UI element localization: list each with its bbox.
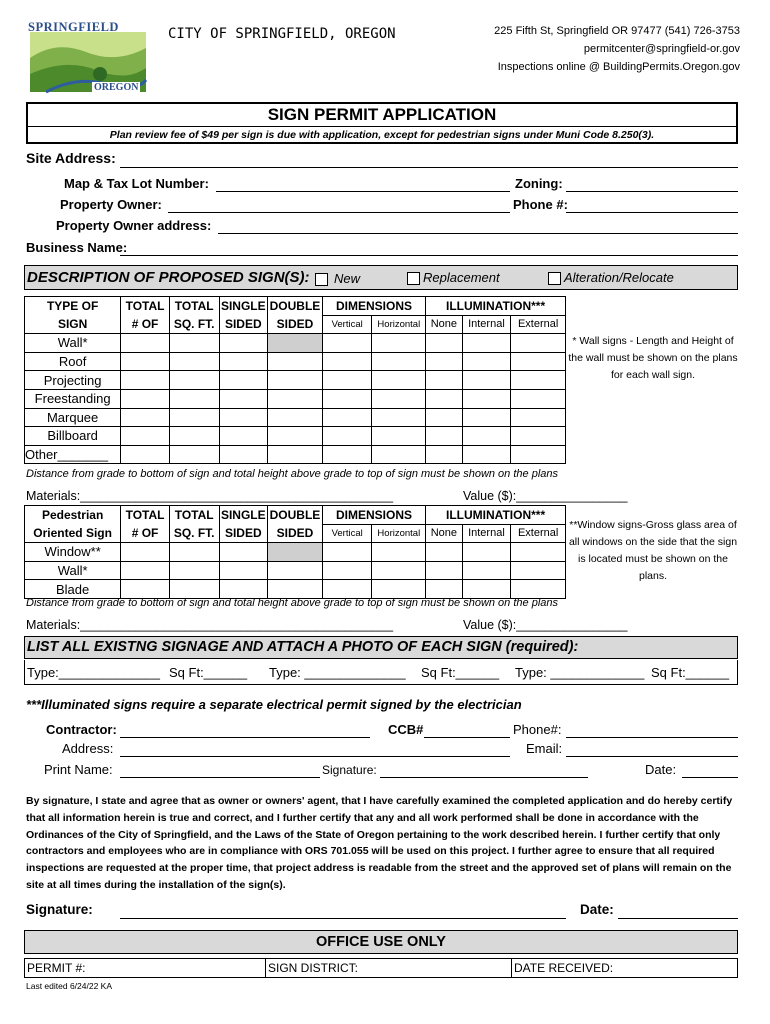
table-cell[interactable]: [322, 445, 372, 464]
alteration-label: Alteration/Relocate: [564, 270, 674, 285]
office-row: [24, 958, 738, 978]
table-cell[interactable]: [462, 334, 511, 353]
new-option[interactable]: [315, 271, 360, 286]
table-cell[interactable]: [268, 371, 323, 390]
th-pedestrian: Pedestrian: [25, 506, 121, 525]
sign-type-cell: Blade: [25, 580, 121, 599]
table-cell[interactable]: [121, 352, 170, 371]
th2-single-sided: SIDED: [219, 524, 268, 543]
table-cell[interactable]: [322, 334, 372, 353]
replacement-label: Replacement: [423, 270, 500, 285]
distance-note-1: Distance from grade to bottom of sign and total height above grade to top of sign must be shown on the plans: [26, 468, 558, 480]
th-total-sqft: TOTAL: [169, 297, 219, 316]
signature-field[interactable]: [120, 918, 566, 919]
new-checkbox[interactable]: [315, 273, 328, 286]
date-received-field[interactable]: [512, 958, 738, 978]
permit-number-label: PERMIT #:: [27, 961, 86, 975]
table-cell[interactable]: [121, 543, 170, 562]
table-row: [25, 352, 566, 371]
table-cell[interactable]: [268, 352, 323, 371]
table-cell[interactable]: [169, 352, 219, 371]
table-cell[interactable]: [219, 389, 268, 408]
table-cell[interactable]: [511, 543, 566, 562]
materials-2: Materials:_____________________________________________: [26, 618, 394, 632]
existing-type-2[interactable]: Type: ______________: [269, 665, 406, 680]
table-row: [25, 371, 566, 390]
zoning-field[interactable]: [566, 191, 738, 192]
table-cell[interactable]: [219, 371, 268, 390]
table-cell[interactable]: [219, 445, 268, 464]
date-received-label: DATE RECEIVED:: [514, 961, 614, 975]
table-cell[interactable]: [372, 427, 426, 446]
th2-total-num: TOTAL: [121, 506, 170, 525]
table-cell[interactable]: [121, 389, 170, 408]
table-cell[interactable]: [372, 334, 426, 353]
table-cell[interactable]: [426, 561, 462, 580]
th-single: SINGLE: [219, 297, 268, 316]
table-cell[interactable]: [322, 371, 372, 390]
contractor-label: Contractor:: [46, 722, 117, 737]
table-cell[interactable]: [169, 408, 219, 427]
table-cell[interactable]: [511, 352, 566, 371]
sign-type-cell: Freestanding: [25, 389, 121, 408]
contractor-email-label: Email:: [526, 741, 563, 756]
table-cell[interactable]: [268, 580, 323, 599]
contractor-phone-field[interactable]: [566, 737, 738, 738]
table-cell[interactable]: [426, 408, 462, 427]
sign-type-cell: Projecting: [25, 371, 121, 390]
table-cell[interactable]: [169, 561, 219, 580]
existing-bar: [24, 636, 738, 659]
site-address-field[interactable]: [120, 167, 738, 168]
certification-statement: By signature, I state and agree that as owner or owners' agent, that I have carefully examined the completed application and do hereby certify that all information herein is true and correct, and I further certify that any and all work performed shall be done in accordance with the Ordinances of the City of Springfield, and the Laws of the State of Oregon pertaining to the work described herein. I further certify that only contractors and employees who are in compliance with ORS 701.055 will be used on this project. I further agree to ensure that all required inspections are requested at the proper time, that project address is readable from the street and the approved set of plans will remain on the site at all times during the installation of the sign(s).: [26, 795, 733, 891]
office-heading: OFFICE USE ONLY: [24, 930, 738, 954]
th-type-of: TYPE OF: [25, 297, 121, 316]
city-name: CITY OF SPRINGFIELD, OREGON: [168, 26, 396, 42]
table-cell[interactable]: [219, 580, 268, 599]
map-tax-label: Map & Tax Lot Number:: [64, 176, 209, 191]
table-cell[interactable]: [322, 389, 372, 408]
table-cell[interactable]: [372, 389, 426, 408]
table-cell[interactable]: [219, 352, 268, 371]
materials-1: Materials:_____________________________________________: [26, 489, 394, 503]
th2-single: SINGLE: [219, 506, 268, 525]
signature-label: Signature:: [26, 902, 93, 917]
replacement-option[interactable]: [407, 270, 500, 285]
business-field[interactable]: [120, 255, 738, 256]
table-cell[interactable]: [121, 561, 170, 580]
table-cell[interactable]: [268, 445, 323, 464]
table-cell[interactable]: [121, 334, 170, 353]
contractor-signature-label: Signature:: [322, 763, 377, 777]
table-cell[interactable]: [426, 427, 462, 446]
business-label: Business Name:: [26, 240, 128, 255]
table-row: [25, 445, 566, 464]
ccb-field[interactable]: [424, 737, 510, 738]
sign-table: [24, 296, 566, 464]
city-email[interactable]: permitcenter@springfield-or.gov: [583, 43, 740, 55]
th-dimensions: DIMENSIONS: [322, 297, 425, 316]
table-cell[interactable]: [169, 445, 219, 464]
table-row: [25, 580, 566, 599]
table-row: [25, 334, 566, 353]
table-cell[interactable]: [322, 561, 372, 580]
table-cell[interactable]: [268, 427, 323, 446]
th2-sq-ft: SQ. FT.: [169, 524, 219, 543]
logo-top-text: SPRINGFIELD: [28, 20, 119, 34]
table-cell[interactable]: [462, 445, 511, 464]
table-row: [25, 427, 566, 446]
existing-heading: LIST ALL EXISTNG SIGNAGE AND ATTACH A PHOTO OF EACH SIGN (required):: [27, 639, 579, 655]
existing-row: [24, 660, 738, 685]
table-cell[interactable]: [121, 445, 170, 464]
th-single-sided: SIDED: [219, 315, 268, 334]
table-cell[interactable]: [322, 427, 372, 446]
th2-illumination: ILLUMINATION***: [426, 506, 566, 525]
table-cell[interactable]: [169, 580, 219, 599]
table-cell[interactable]: [462, 371, 511, 390]
contractor-date-label: Date:: [645, 762, 677, 777]
table-cell[interactable]: [511, 371, 566, 390]
th2-total-sqft: TOTAL: [169, 506, 219, 525]
table-cell[interactable]: [462, 561, 511, 580]
replacement-checkbox[interactable]: [407, 272, 420, 285]
table-cell[interactable]: [462, 580, 511, 599]
ccb-label: CCB#: [388, 722, 424, 737]
table-cell[interactable]: [511, 408, 566, 427]
page-title: SIGN PERMIT APPLICATION: [28, 104, 736, 127]
existing-sqft-1[interactable]: Sq Ft:______: [169, 665, 248, 680]
print-name-field[interactable]: [120, 777, 320, 778]
wall-note: * Wall signs - Length and Height of the wall must be shown on the plans for each wall sign.: [568, 335, 738, 381]
contractor-date-field[interactable]: [682, 777, 738, 778]
table-cell[interactable]: [372, 352, 426, 371]
table-cell[interactable]: [426, 334, 462, 353]
th2-vertical: Vertical: [322, 524, 372, 543]
th-internal: Internal: [462, 315, 511, 334]
table-cell[interactable]: [372, 408, 426, 427]
th2-dimensions: DIMENSIONS: [322, 506, 425, 525]
existing-sqft-2[interactable]: Sq Ft:______: [421, 665, 500, 680]
th-vertical: Vertical: [322, 315, 372, 334]
table-cell[interactable]: [322, 352, 372, 371]
table-cell[interactable]: [426, 389, 462, 408]
contractor-address-field[interactable]: [120, 756, 510, 757]
alteration-option[interactable]: [548, 270, 674, 285]
owner-label: Property Owner:: [60, 197, 162, 212]
table-cell[interactable]: [169, 427, 219, 446]
table-cell[interactable]: [121, 371, 170, 390]
th-sq-ft: SQ. FT.: [169, 315, 219, 334]
table-cell[interactable]: [268, 408, 323, 427]
table-cell[interactable]: [426, 543, 462, 562]
value-1: Value ($):________________: [463, 489, 628, 503]
contractor-field[interactable]: [120, 737, 370, 738]
table-cell[interactable]: [121, 408, 170, 427]
site-address-label: Site Address:: [26, 150, 116, 166]
phone-label: Phone #:: [513, 197, 568, 212]
table-cell[interactable]: [372, 561, 426, 580]
fee-note: Plan review fee of $49 per sign is due with application, except for pedestrian signs under Muni Code 8.250(3).: [109, 129, 655, 141]
th-none: None: [426, 315, 462, 334]
table-row: [25, 561, 566, 580]
table-cell[interactable]: [426, 445, 462, 464]
pedestrian-rows: [25, 543, 566, 599]
table-cell[interactable]: [268, 561, 323, 580]
th-sign: SIGN: [25, 315, 121, 334]
permit-number-field[interactable]: [24, 958, 266, 978]
alteration-checkbox[interactable]: [548, 272, 561, 285]
sign-rows: [25, 334, 566, 464]
contractor-signature-field[interactable]: [380, 777, 588, 778]
table-cell[interactable]: [169, 371, 219, 390]
th-illumination: ILLUMINATION***: [426, 297, 566, 316]
sign-type-cell: Wall*: [25, 334, 121, 353]
zoning-label: Zoning:: [515, 176, 563, 191]
sign-type-cell: Window**: [25, 543, 121, 562]
th-total-num: TOTAL: [121, 297, 170, 316]
table-cell[interactable]: [169, 334, 219, 353]
table-cell[interactable]: [511, 334, 566, 353]
table-cell[interactable]: [268, 334, 323, 353]
owner-address-label: Property Owner address:: [56, 218, 212, 233]
th-horizontal: Horizontal: [372, 315, 426, 334]
th-num-of: # OF: [121, 315, 170, 334]
table-cell[interactable]: [462, 408, 511, 427]
existing-type-1[interactable]: Type:______________: [27, 665, 161, 680]
window-note: **Window signs-Gross glass area of all windows on the side that the sign is located must be shown on the plans.: [568, 519, 738, 582]
city-address: 225 Fifth St, Springfield OR 97477 (541) 726-3753: [494, 25, 740, 37]
th-oriented: Oriented Sign: [25, 524, 121, 543]
table-cell[interactable]: [219, 408, 268, 427]
owner-field[interactable]: [168, 212, 510, 213]
th-external: External: [511, 315, 566, 334]
inspections-link[interactable]: Inspections online @ BuildingPermits.Oregon.gov: [497, 61, 740, 73]
existing-sqft-3[interactable]: Sq Ft:______: [651, 665, 730, 680]
table-cell[interactable]: [219, 334, 268, 353]
th2-num-of: # OF: [121, 524, 170, 543]
table-cell[interactable]: [219, 543, 268, 562]
date-label: Date:: [580, 902, 614, 917]
map-tax-field[interactable]: [216, 191, 510, 192]
table-cell[interactable]: [372, 543, 426, 562]
table-cell[interactable]: [121, 427, 170, 446]
table-cell[interactable]: [511, 445, 566, 464]
table-cell[interactable]: [169, 389, 219, 408]
electrical-note: ***Illuminated signs require a separate electrical permit signed by the electrician: [26, 697, 522, 712]
table-row: [25, 389, 566, 408]
title-box: [26, 102, 738, 144]
pedestrian-table: [24, 505, 566, 599]
table-cell[interactable]: [462, 352, 511, 371]
table-cell[interactable]: [268, 389, 323, 408]
table-cell[interactable]: [511, 580, 566, 599]
owner-address-field[interactable]: [218, 233, 738, 234]
table-cell[interactable]: [372, 445, 426, 464]
print-name-label: Print Name:: [44, 762, 113, 777]
th2-none: None: [426, 524, 462, 543]
table-cell[interactable]: [322, 543, 372, 562]
value-2: Value ($):________________: [463, 618, 628, 632]
table-cell[interactable]: [426, 580, 462, 599]
table-cell[interactable]: [462, 427, 511, 446]
logo-bottom-text: OREGON: [94, 82, 139, 93]
existing-type-3[interactable]: Type: _____________: [515, 665, 645, 680]
sign-type-cell: Wall*: [25, 561, 121, 580]
th2-double-sided: SIDED: [268, 524, 323, 543]
table-cell[interactable]: [169, 543, 219, 562]
table-cell[interactable]: [426, 352, 462, 371]
table-cell[interactable]: [219, 561, 268, 580]
phone-field[interactable]: [566, 212, 738, 213]
last-edited: Last edited 6/24/22 KA: [26, 981, 113, 991]
sign-district-label: SIGN DISTRICT:: [268, 961, 359, 975]
table-cell[interactable]: [462, 389, 511, 408]
table-cell[interactable]: [372, 580, 426, 599]
contractor-phone-label: Phone#:: [513, 722, 562, 737]
table-cell[interactable]: [511, 389, 566, 408]
description-bar: [24, 265, 738, 290]
city-logo: [26, 18, 150, 98]
sign-type-cell: Roof: [25, 352, 121, 371]
table-cell[interactable]: [219, 427, 268, 446]
th2-double: DOUBLE: [268, 506, 323, 525]
th2-horizontal: Horizontal: [372, 524, 426, 543]
date-field[interactable]: [618, 918, 738, 919]
table-row: [25, 408, 566, 427]
table-cell[interactable]: [322, 580, 372, 599]
table-cell[interactable]: [426, 371, 462, 390]
sign-type-cell: Other_______: [25, 445, 121, 464]
sign-type-cell: Billboard: [25, 427, 121, 446]
sign-district-field[interactable]: [266, 958, 512, 978]
th-double: DOUBLE: [268, 297, 323, 316]
th-double-sided: SIDED: [268, 315, 323, 334]
table-row: [25, 543, 566, 562]
table-cell[interactable]: [372, 371, 426, 390]
distance-note-2: Distance from grade to bottom of sign and total height above grade to top of sign must be shown on the plans: [26, 597, 558, 609]
table-cell[interactable]: [322, 408, 372, 427]
table-cell[interactable]: [511, 561, 566, 580]
th2-external: External: [511, 524, 566, 543]
table-cell[interactable]: [121, 580, 170, 599]
table-cell[interactable]: [268, 543, 323, 562]
description-heading: DESCRIPTION OF PROPOSED SIGN(S):: [27, 269, 310, 286]
new-label: New: [334, 271, 361, 286]
th2-internal: Internal: [462, 524, 511, 543]
table-cell[interactable]: [511, 427, 566, 446]
sign-type-cell: Marquee: [25, 408, 121, 427]
contractor-address-label: Address:: [62, 741, 114, 756]
table-cell[interactable]: [462, 543, 511, 562]
contractor-email-field[interactable]: [566, 756, 738, 757]
